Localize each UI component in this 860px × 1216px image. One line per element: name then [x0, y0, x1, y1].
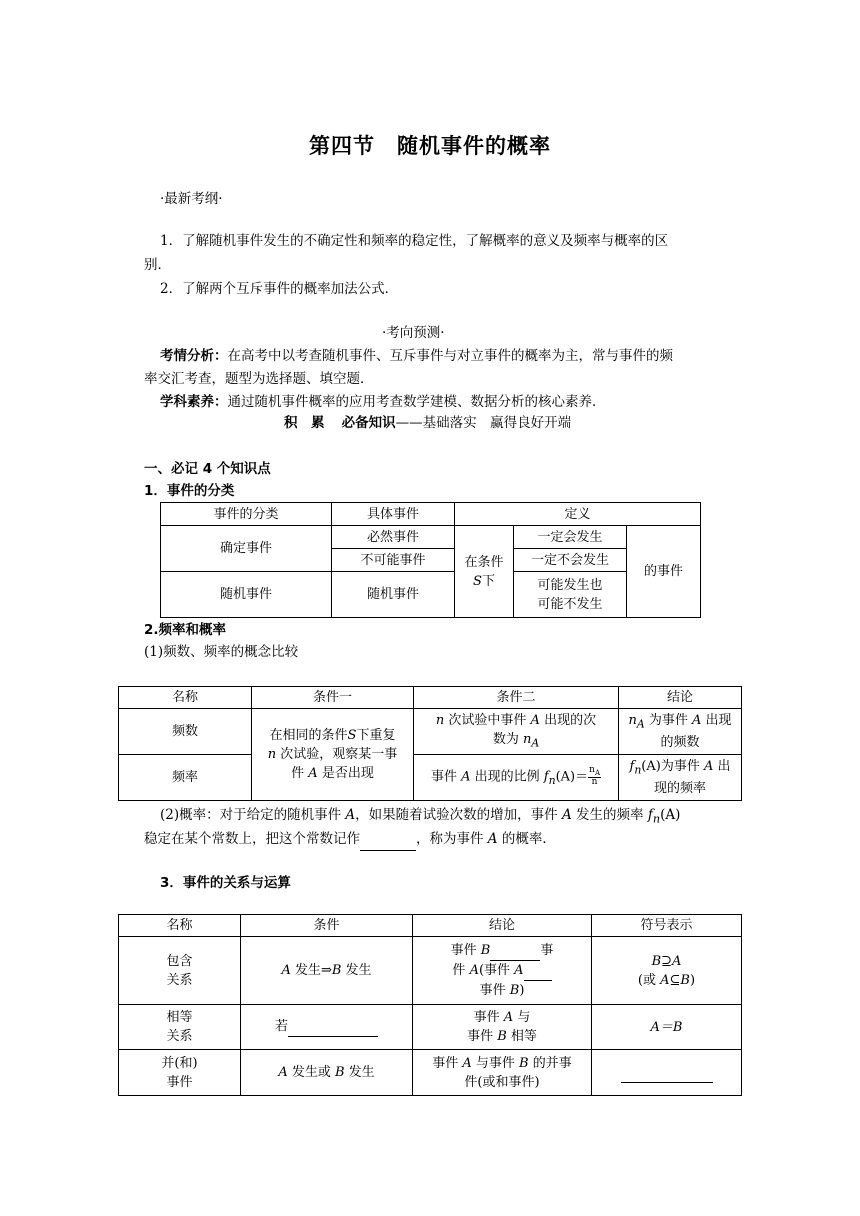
table1-cell: 可能发生也 可能不发生	[514, 572, 627, 618]
table3-cell: A 发生或 B 发生	[241, 1050, 413, 1096]
fill-blank[interactable]	[621, 1063, 713, 1083]
table1-header: 定义	[455, 503, 701, 526]
table2-cell: $f_n(A)$为事件 A 出 现的频率	[619, 755, 742, 801]
section1-sub1: 1．事件的分类	[144, 483, 235, 499]
table3-cell: 并(和) 事件	[119, 1050, 241, 1096]
outline-heading: ·最新考纲·	[160, 191, 223, 207]
table2-header: 条件一	[252, 687, 414, 709]
table2-cell: 在相同的条件S下重复 n 次试验，观察某一事 件 A 是否出现	[252, 709, 414, 801]
outline-item-2: 2．了解两个互斥事件的概率加法公式．	[160, 281, 399, 297]
table3-cell: 事件 A 与事件 B 的并事 件(或和事件)	[413, 1050, 592, 1096]
outline-item-1-cont: 别．	[144, 257, 171, 273]
table2-cell: 频数	[119, 709, 252, 755]
section2-heading: 2.频率和概率	[144, 622, 227, 638]
table1-cell: 的事件	[627, 526, 701, 618]
table3-cell: 相等 关系	[119, 1005, 241, 1050]
table1-header: 事件的分类	[161, 503, 332, 526]
table2-cell: n 次试验中事件 A 出现的次 数为 $n_A$	[414, 709, 619, 755]
table1-cell: 一定不会发生	[514, 549, 627, 572]
probability-def-line2: 稳定在某个常数上，把这个常数记作 ，称为事件 A 的概率．	[144, 828, 556, 851]
table1-cell: 随机事件	[332, 572, 455, 618]
table1-cell: 确定事件	[161, 526, 332, 572]
table3-cell: 事件 A 与 事件 B 相等	[413, 1005, 592, 1050]
table1-cell: 在条件 S下	[455, 526, 514, 618]
fill-blank[interactable]	[524, 961, 552, 981]
table3-cell: A＝B	[592, 1005, 742, 1050]
table3-cell: B⊇A (或 A⊆B)	[592, 937, 742, 1005]
section3-heading: 3．事件的关系与运算	[160, 875, 291, 891]
table2-header: 条件二	[414, 687, 619, 709]
fill-blank[interactable]	[288, 1017, 378, 1037]
table3-cell: 事件 B 事 件 A(事件 A 事件 B)	[413, 937, 592, 1005]
forecast-heading: ·考向预测·	[382, 325, 445, 341]
table3-cell: 若	[241, 1005, 413, 1050]
forecast-analysis-line1: 考情分析：在高考中以考查随机事件、互斥事件与对立事件的概率为主，常与事件的频	[160, 348, 673, 364]
table2-cell: 事件 A 出现的比例 $f_n(A)=$ $\frac{n_A}{n}$	[414, 755, 619, 801]
table1-cell: 必然事件	[332, 526, 455, 549]
fill-blank[interactable]	[360, 828, 416, 851]
section2-sub1: (1)频数、频率的概念比较	[144, 644, 299, 660]
section-banner: 积 累 必备知识——基础落实 赢得良好开端	[284, 415, 572, 431]
table2-cell: $n_A$ 为事件 A 出现 的频数	[619, 709, 742, 755]
fill-blank[interactable]	[490, 941, 540, 961]
table3-cell	[592, 1050, 742, 1096]
event-classification-table	[160, 502, 701, 618]
fraction: $\frac{n_A}{n}$	[589, 764, 600, 788]
table1-header: 具体事件	[332, 503, 455, 526]
table3-header: 符号表示	[592, 915, 742, 937]
table3-cell: A 发生⇒B 发生	[241, 937, 413, 1005]
table2-cell: 频率	[119, 755, 252, 801]
forecast-analysis-line2: 率交汇考查，题型为选择题、填空题．	[144, 371, 374, 387]
forecast-literacy: 学科素养：通过随机事件概率的应用考查数学建模、数据分析的核心素养．	[160, 394, 606, 410]
table1-cell: 不可能事件	[332, 549, 455, 572]
section1-heading: 一、必记 4 个知识点	[144, 461, 271, 477]
table3-header: 条件	[241, 915, 413, 937]
frequency-table	[118, 686, 742, 801]
table3-header: 结论	[413, 915, 592, 937]
probability-def-line1: (2)概率：对于给定的随机事件 A，如果随着试验次数的增加，事件 A 发生的频率 $f_n(A)$	[160, 807, 681, 826]
event-relations-table	[118, 914, 742, 1096]
table2-header: 结论	[619, 687, 742, 709]
outline-item-1: 1．了解随机事件发生的不确定性和频率的稳定性，了解概率的意义及频率与概率的区	[160, 233, 669, 249]
table3-cell: 包含 关系	[119, 937, 241, 1005]
page-title: 第四节 随机事件的概率	[309, 134, 551, 158]
table2-header: 名称	[119, 687, 252, 709]
table3-header: 名称	[119, 915, 241, 937]
table1-cell: 随机事件	[161, 572, 332, 618]
table1-cell: 一定会发生	[514, 526, 627, 549]
